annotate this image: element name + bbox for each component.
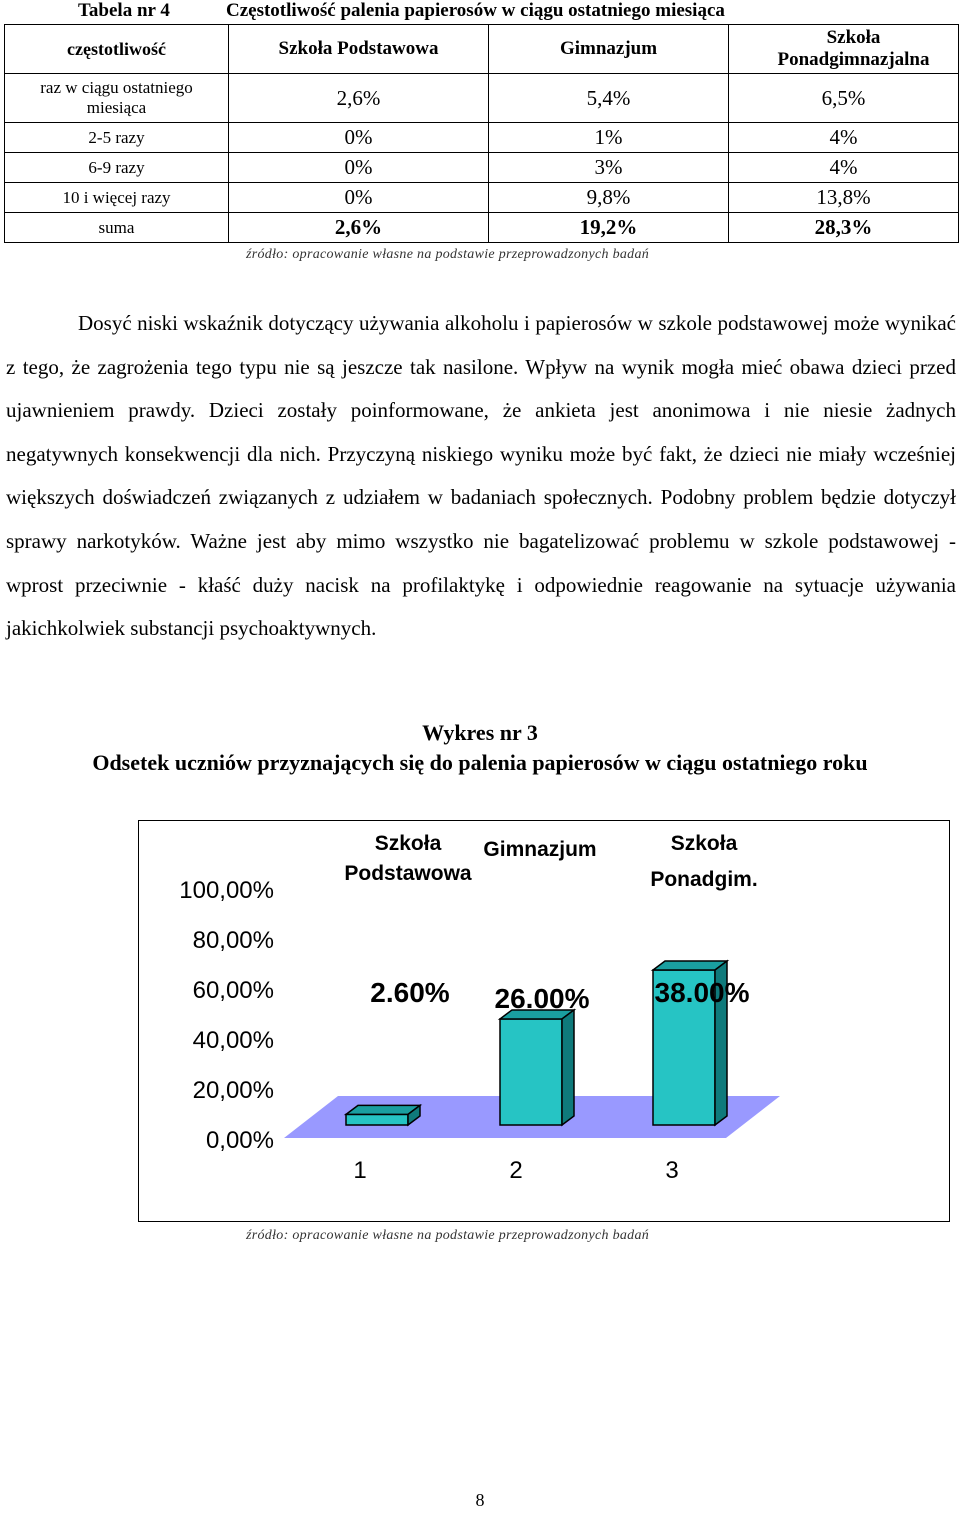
y-tick-label: 60,00% [192,977,274,1004]
header-cell: Szkoła Ponadgimnazjalna [729,25,959,74]
data-label: 38.00% [654,977,750,1008]
chart-title: Odsetek uczniów przyznających się do palenia papierosów w ciągu ostatniego roku [92,750,868,775]
table-cell: 5,4% [489,74,729,123]
table-cell: 19,2% [489,213,729,243]
row-label: 2-5 razy [5,123,229,153]
chart-number: Wykres nr 3 [422,720,538,745]
table-cell: 6,5% [729,74,959,123]
table-cell: 28,3% [729,213,959,243]
paragraph-text: Dosyć niski wskaźnik dotyczący używania alkoholu i papierosów w szkole podstawowej może wynikać z tego, że zagrożenia tego typu nie są jeszcze tak nasilone. Wpływ na wynik mogła mieć obawa dzieci przed ujawnieniem prawdy. Dzieci zostały poinformowane, że ankieta jest anonimowa i nie niesie żadnych negatywnych konsekwencji dla nich. Przyczyną niskiego wyniku może być fakt, że dzieci nie miały wcześniej większych doświadczeń związanych z udziałem w badaniach społecznych. Podobny problem będzie dotyczył sprawy narkotyków. Ważne jest aby mimo wszystko nie bagatelizować problemu w szkole podstawowej - wprost przeciwnie - kłaść duży nacisk na profilaktykę i odpowiednie reagowanie na sytuacje używania jakichkolwiek substancji psychoaktywnych. [6,311,956,641]
row-label: 10 i więcej razy [5,183,229,213]
table-title [78,0,725,24]
y-tick-label: 80,00% [192,927,274,954]
table-sum-row [5,213,959,243]
table-cell: 13,8% [729,183,959,213]
data-label: 26.00% [494,983,590,1014]
series-label: Gimnazjum [483,838,597,861]
table-header-row [5,25,959,74]
header-cell: częstotliwość [5,25,229,74]
x-tick-label: 3 [665,1157,679,1184]
table-cell: 3% [489,153,729,183]
table-cell: 0% [229,153,489,183]
table-source-note: źródło: opracowanie własne na podstawie przeprowadzonych badań [246,247,650,262]
chart-source-note: źródło: opracowanie własne na podstawie przeprowadzonych badań [246,1228,650,1243]
table-cell: 2,6% [229,213,489,243]
series-label: Szkoła Ponadgim. [650,832,758,891]
table-cell: 2,6% [229,74,489,123]
y-tick-label: 100,00% [179,877,274,904]
table-row [5,153,959,183]
series-label: Szkoła Podstawowa [344,832,472,885]
table-number: Tabela nr 4 [78,0,170,21]
bar [500,1010,574,1125]
table-cell: 4% [729,153,959,183]
table-row [5,74,959,123]
table-cell: 9,8% [489,183,729,213]
table-row [5,183,959,213]
y-tick-label: 40,00% [192,1027,274,1054]
table-caption: Częstotliwość palenia papierosów w ciągu ostatniego miesiąca [226,0,725,21]
row-label: raz w ciągu ostatniego miesiąca [5,74,229,123]
body-paragraph [6,302,956,651]
bar [346,1105,420,1125]
x-tick-label: 1 [353,1157,367,1184]
row-label: suma [5,213,229,243]
header-cell: Szkoła Podstawowa [229,25,489,74]
row-label: 6-9 razy [5,153,229,183]
data-label: 2.60% [370,977,450,1008]
y-tick-label: 0,00% [205,1127,274,1154]
page-number: 8 [475,1490,485,1510]
frequency-table [4,24,959,243]
x-tick-label: 2 [509,1157,523,1184]
y-tick-label: 20,00% [192,1077,274,1104]
table-cell: 0% [229,123,489,153]
table-cell: 4% [729,123,959,153]
table-cell: 0% [229,183,489,213]
header-cell: Gimnazjum [489,25,729,74]
table-cell: 1% [489,123,729,153]
table-row [5,123,959,153]
bar-chart [138,820,950,1222]
